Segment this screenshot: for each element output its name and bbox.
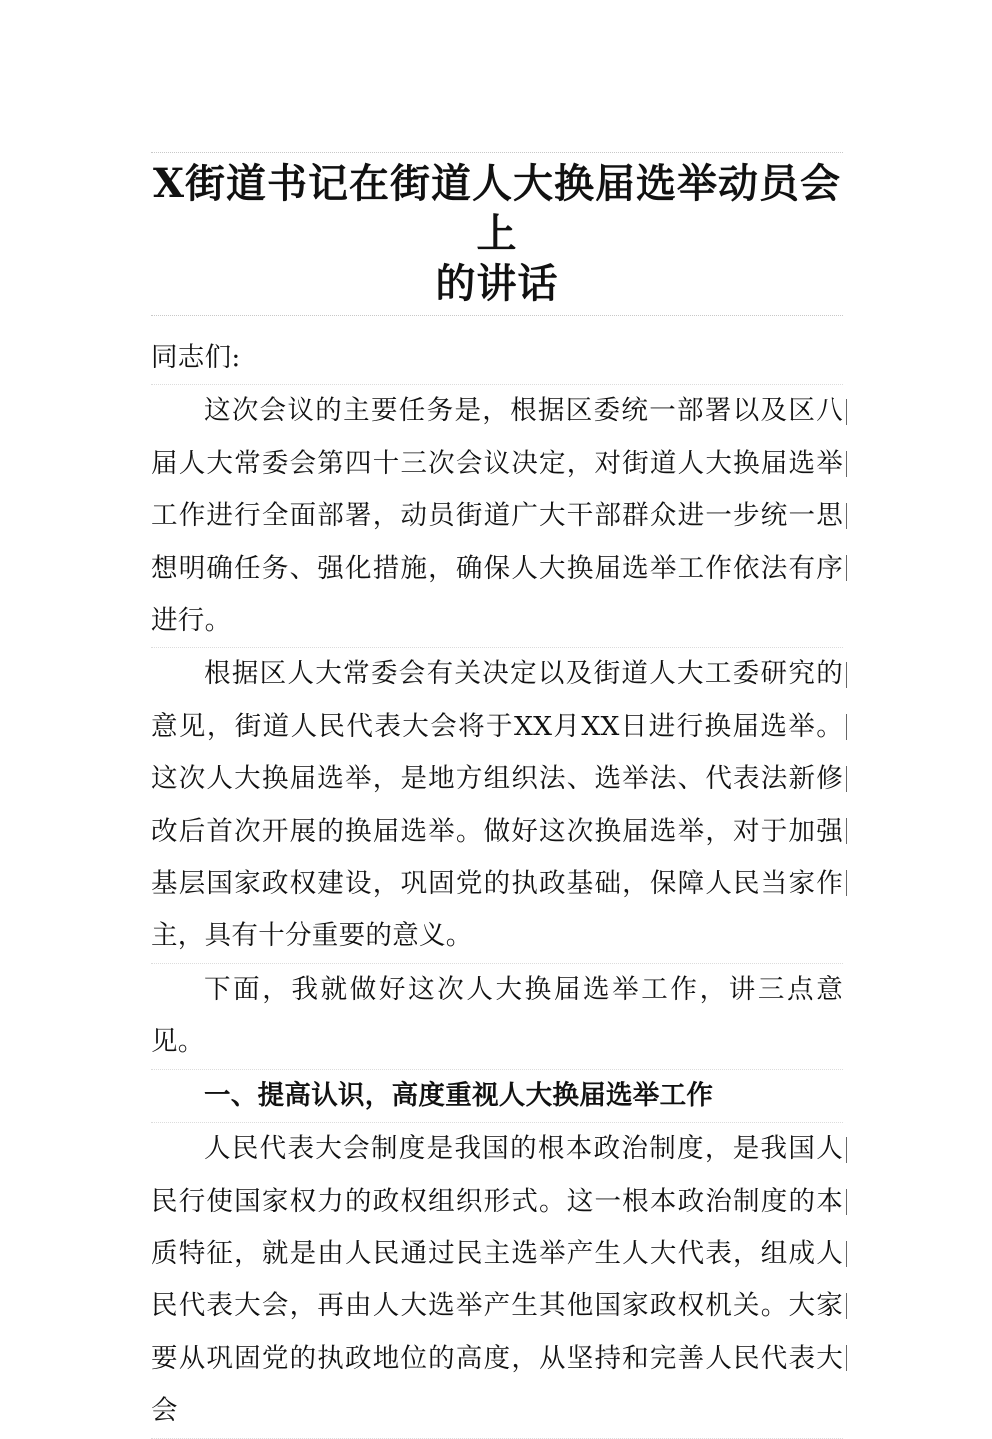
line-end-mark (846, 451, 847, 477)
paragraph-1 (151, 385, 843, 648)
line-end-mark (846, 818, 847, 844)
document-body (151, 152, 843, 1439)
section-paragraph (151, 1123, 843, 1438)
section-heading: 一、提高认识，高度重视人大换届选举工作 (151, 1070, 843, 1123)
line-end-mark (846, 1345, 847, 1371)
line-end-mark (846, 870, 847, 896)
line-end-mark (846, 1293, 847, 1319)
paragraph-2 (151, 648, 843, 963)
line-end-mark (846, 1241, 847, 1267)
line-end-mark (846, 766, 847, 792)
line-end-mark (846, 662, 847, 688)
document-title (151, 152, 843, 316)
greeting: 同志们: (151, 332, 843, 385)
title-line-1: X街道书记在街道人大换届选举动员会上 (152, 160, 842, 257)
line-end-mark (846, 1137, 847, 1163)
line-end-mark (846, 555, 847, 581)
line-end-mark (846, 714, 847, 740)
section-paragraph-text: 人民代表大会制度是我国的根本政治制度，是我国人民行使国家权力的政权组织形式。这一根本政治制度的本质特征，就是由人民通过民主选举产生人大代表，组成人民代表大会，再由人大选举产生其他国家政权机关。大家要从巩固党的执政地位的高度，从坚持和完善人民代表大会 (151, 1133, 843, 1427)
paragraph-3: 下面，我就做好这次人大换届选举工作，讲三点意见。 (151, 964, 843, 1070)
paragraph-2-text: 根据区人大常委会有关决定以及街道人大工委研究的意见，街道人民代表大会将于XX月XX日进行换届选举。这次人大换届选举，是地方组织法、选举法、代表法新修改后首次开展的换届选举。做好这次换届选举，对于加强基层国家政权建设，巩固党的执政基础，保障人民当家作主，具有十分重要的意义。 (151, 658, 843, 952)
line-end-mark (846, 1189, 847, 1215)
paragraph-1-text: 这次会议的主要任务是，根据区委统一部署以及区八届人大常委会第四十三次会议决定，对街道人大换届选举工作进行全面部署，动员街道广大干部群众进一步统一思想明确任务、强化措施，确保人大换届选举工作依法有序进行。 (151, 395, 843, 637)
line-end-mark (846, 503, 847, 529)
title-line-2: 的讲话 (435, 260, 559, 307)
line-end-mark (846, 399, 847, 425)
